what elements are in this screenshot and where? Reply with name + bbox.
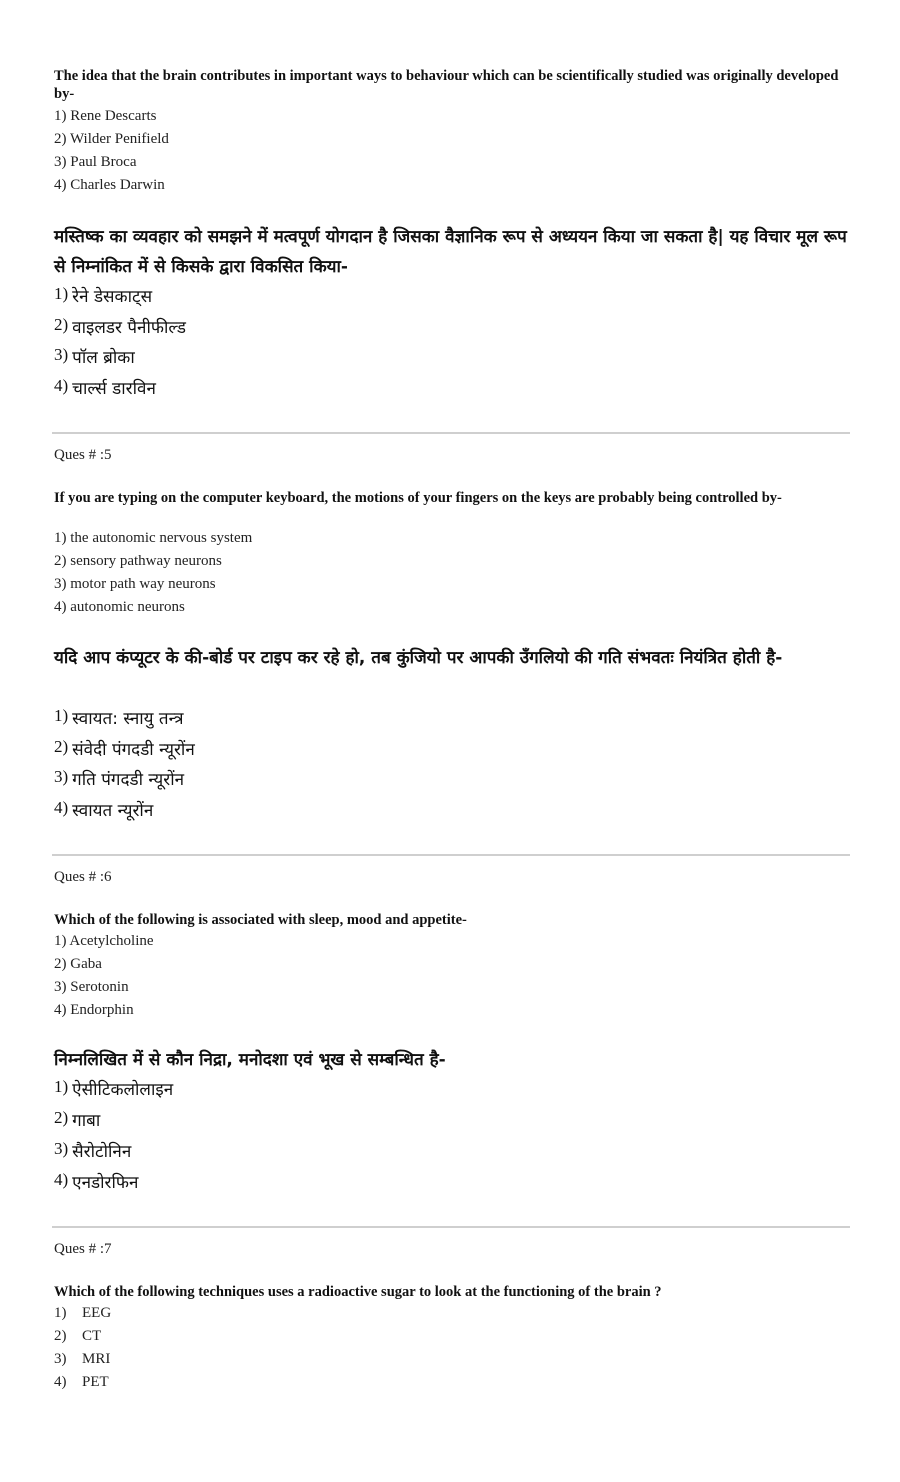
question-text-hi: मस्तिष्क का व्यवहार को समझने में मत्वपूर्ण योगदान है जिसका वैज्ञानिक रूप से अध्ययन किया जा सकता है| यह विचार मूल रूप से निम्नांकित में से किसके द्वारा विकसित किया- <box>54 227 847 277</box>
option-2-en: 2) sensory pathway neurons <box>54 553 222 569</box>
option-4-en: 4) autonomic neurons <box>54 599 185 615</box>
option-2-hi: 2) वाइलडर पैनीफील्ड <box>54 315 186 338</box>
option-4-hi: 4) चार्ल्स डारविन <box>54 376 156 399</box>
question-text-hi: निम्नलिखित में से कौन निद्रा, मनोदशा एवं भूख से सम्बन्धित है- <box>54 1050 446 1070</box>
option-4-hi: 4) स्वायत न्यूरोंन <box>54 798 154 821</box>
option-4-en: 4) Charles Darwin <box>54 177 165 193</box>
question-text-en: Which of the following techniques uses a radioactive sugar to look at the functioning of the brain ? <box>54 1284 662 1300</box>
question-text-hi: यदि आप कंप्यूटर के की-बोर्ड पर टाइप कर रहे हो, तब कुंजियो पर आपकी उँगलियो की गति संभवतः नियंत्रित होती है- <box>54 648 783 668</box>
option-3-en: 3) Paul Broca <box>54 154 137 170</box>
option-3-en: 3) motor path way neurons <box>54 576 216 592</box>
option-3-hi: 3) सैरोटोनिन <box>54 1139 132 1162</box>
section-divider <box>52 1226 850 1228</box>
option-4-hi: 4) एनडोरफिन <box>54 1170 139 1193</box>
option-3-en: 3) Serotonin <box>54 979 129 995</box>
question-text-en: The idea that the brain contributes in important ways to behaviour which can be scientifically studied was originally developed by- <box>54 68 839 102</box>
option-2-hi: 2) गाबा <box>54 1108 101 1131</box>
option-2-en: 2) Wilder Penifield <box>54 131 169 147</box>
question-text-en: Which of the following is associated with sleep, mood and appetite- <box>54 912 467 928</box>
option-1-en: 1) Acetylcholine <box>54 933 154 949</box>
option-4-en: 4) PET <box>54 1374 109 1390</box>
option-1-hi: 1) स्वायत: स्नायु तन्त्र <box>54 706 184 729</box>
option-1-hi: 1) ऐसीटिकलोलाइन <box>54 1077 174 1100</box>
option-2-hi: 2) संवेदी पंगदडी न्यूरोंन <box>54 737 195 760</box>
option-1-en: 1) the autonomic nervous system <box>54 530 253 546</box>
option-1-hi: 1) रेने डेसकाट्स <box>54 284 153 307</box>
option-2-en: 2) CT <box>54 1328 102 1344</box>
question-text-en: If you are typing on the computer keyboard, the motions of your fingers on the keys are probably being controlled by- <box>54 490 782 506</box>
question-number: Ques # :5 <box>54 447 112 463</box>
option-2-en: 2) Gaba <box>54 956 102 972</box>
section-divider <box>52 432 850 434</box>
option-4-en: 4) Endorphin <box>54 1002 134 1018</box>
option-3-hi: 3) पॉल ब्रोका <box>54 345 135 368</box>
option-1-en: 1) EEG <box>54 1305 112 1321</box>
option-3-hi: 3) गति पंगदडी न्यूरोंन <box>54 767 185 790</box>
question-number: Ques # :7 <box>54 1241 112 1257</box>
section-divider <box>52 854 850 856</box>
option-1-en: 1) Rene Descarts <box>54 108 157 124</box>
question-number: Ques # :6 <box>54 869 112 885</box>
option-3-en: 3) MRI <box>54 1351 111 1367</box>
